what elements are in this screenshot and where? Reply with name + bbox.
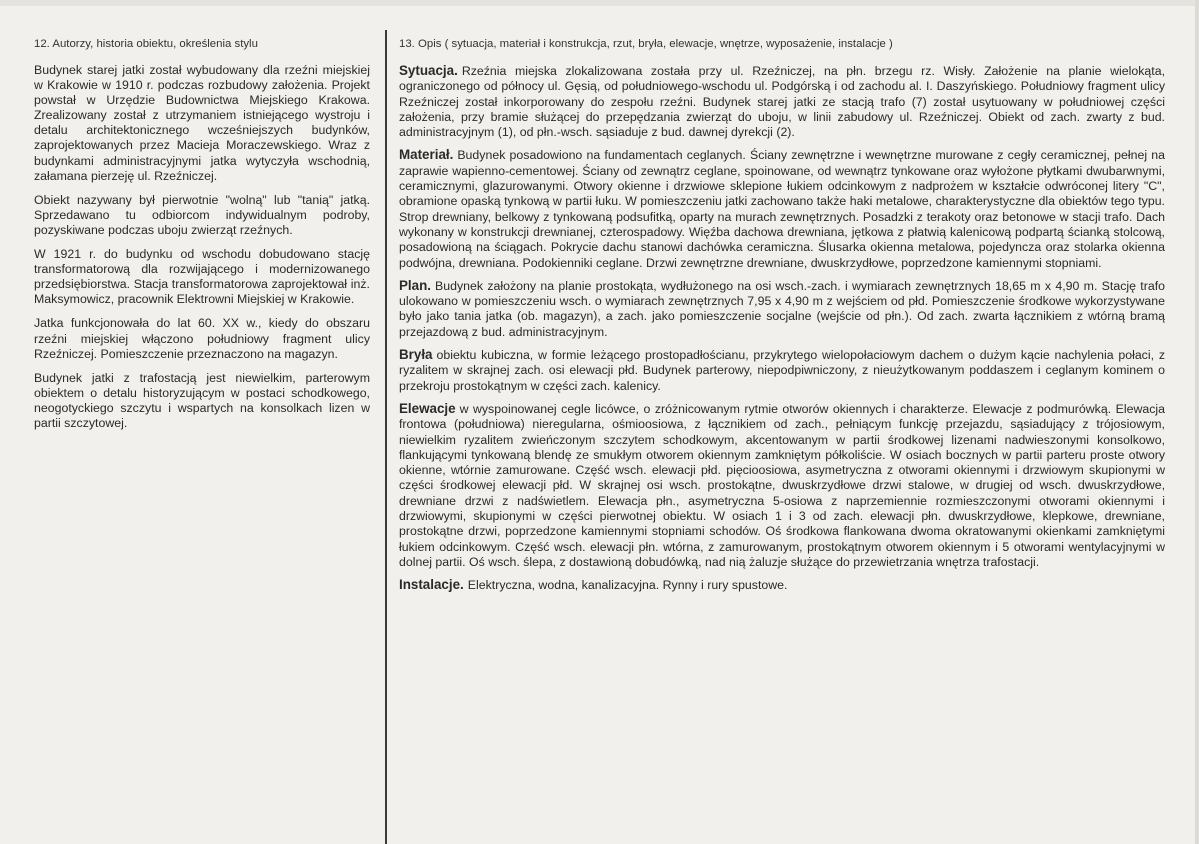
situation-text: Rzeźnia miejska zlokalizowana została przy ul. Rzeźniczej, na płn. brzegu rz. Wisły. Założenie na planie wielokąta, ograniczonego od północy ul. Gęsią, od południowego-wschodu ul. Podgórską i od zachodu al. I. Daszyńskiego. Południowy fragment ulicy Rzeźniczej został inkorporowany do zespołu rzeźni. Budynek starej jatki ze stacją trafo (7) został usytuowany w południowej części założenia, przy bramie służącej do przepędzania zwierząt do uboju, w linii zabudowy ul. Rzeźniczej. Obiekt od zach. zwarty z bud. administracyjnym (1), od płn.-wsch. sąsiaduje z bud. dawnej dyrekcji (2). [399,64,1165,140]
plan-paragraph [399,278,1165,340]
situation-title: Sytuacja. [399,63,458,78]
plan-title: Plan. [399,277,431,293]
page-right-edge [1195,0,1199,844]
situation-paragraph [399,63,1165,140]
installations-title: Instalacje. [399,577,464,593]
plan-text: Budynek założony na planie prostokąta, wydłużonego na osi wsch.-zach. i wymiarach zewnętrznych 18,65 m x 4,90 m. Stację trafo ulokowano w pomieszczeniu wsch. o wymiarach zewnętrznych 7,95 x 4,90 m z wejściem od płd. Pomieszczenie środkowe wykorzystywane było jako tania jatka (ob. magazyn), a zach. jako pomieszczenie socjalne (wejście od płn.). Od zach. zwarta łącznikiem z wtórną bramą przejazdową z bud. administracyjnym. [399,278,1165,339]
installations-paragraph [399,577,1165,593]
history-paragraph: W 1921 r. do budynku od wschodu dobudowano stację transformatorową dla rozwijającego i modernizowanego przedsiębiorstwa. Stacja transformatorowa zaprojektował inż. Maksymowicz, pracownik Elektrowni Miejskiej w Krakowie. [34,247,370,307]
massing-title: Bryła [399,347,433,363]
history-paragraph: Jatka funkcjonowała do lat 60. XX w., kiedy do obszaru rzeźni miejskiej włączono południowy fragment ulicy Rzeźniczej. Pomieszczenie przeznaczono na magazyn. [34,316,370,361]
history-paragraph: Budynek starej jatki został wybudowany dla rzeźni miejskiej w Krakowie w 1910 r. podczas rozbudowy założenia. Projekt powstał w Urzędzie Budownictwa Miejskiego Krakowa. Zrealizowany został z utrzymaniem istniejącego wystroju i detalu architektonicznego wcześniejszych budynków, zaprojektowanych przez Macieja Moraczewskiego. Wraz z budynkami administracyjnymi jatka wytyczyła wschodnią, załamana pierzeję ul. Rzeźniczej. [34,63,370,183]
column-divider [385,30,387,844]
history-section-header: 12. Autorzy, historia obiektu, określenia stylu [34,38,258,50]
history-column [34,36,370,440]
history-paragraph: Obiekt nazywany był pierwotnie "wolną" lub "tanią" jatką. Sprzedawano tu odbiorcom indywidualnym podroby, pozyskiwane podczas uboju zwierząt rzeźnych. [34,192,370,237]
description-section-header: 13. Opis ( sytuacja, materiał i konstrukcja, rzut, bryła, elewacje, wnętrze, wyposażenie, instalacje ) [399,38,893,50]
material-paragraph [399,147,1165,270]
elevations-text: w wyspoinowanej cegle licówce, o zróżnicowanym rytmie otworów okiennych i charakterze. Elewacje z podmurówką. Elewacja frontowa (południowa) nieregularna, ośmioosiowa, z łącznikiem od zach., pełniącym funkcję przejazdu, sąsiadujący z trójosiowym, niewielkim ryzalitem zwieńczonym szczytem schodkowym, akcentowanym w partii środkowej lizenami nadwieszonymi konsolkowo, flankującymi tynkowaną blendę ze smukłym otworem okiennym zamkniętym półkoliście. W osiach bocznych w partii parteru proste otwory okienne, wtórnie zamurowane. Część wsch. elewacji płd. pięcioosiowa, asymetryczna z otworami okiennymi i drzwiowym skupionymi w części środkowej elewacji płd. W skrajnej osi wsch. prostokątne, dwuskrzydłowe drzwi stalowe, w drugiej od wsch. dwuskrzydłowe, drewniane drzwi z nadświetlem. Elewacja płn., asymetryczna 5-osiowa z naprzemiennie rozmieszczonymi otworami okiennymi i drzwiowymi, skupionymi w części pierwotnej obiektu. W osiach 1 i 3 od zach. elewacji płn. dwuskrzydłowe, klepkowe, drewniane, prostokątne drzwi, poprzedzone kamiennymi stopniami schodów. Oś środkowa flankowana dwoma okratowanymi okienkami zamkniętymi łukiem odcinkowym. Część wsch. elewacji płn. wtórna, z zamurowanym, prostokątnym otworem okiennym i 5 otworami wentylacyjnymi w dolnej partii. Oś wsch. ślepa, z dostawioną dobudówką, nad nią żaluzje służące do przewietrzania wnętrza trafostacji. [399,401,1165,569]
installations-text: Elektryczna, wodna, kanalizacyjna. Rynny i rury spustowe. [467,578,788,593]
elevations-paragraph [399,401,1165,570]
massing-text: obiektu kubiczna, w formie leżącego prostopadłościanu, przykrytego wielopołaciowym dachem o dużym kącie nachylenia połaci, z ryzalitem w skrajnej zach. osi elewacji płd. Budynek parterowy, niepodpiwniczony, z nieużytkowanym poddaszem i ceglanym kominem o przekroju prostokątnym w części zach. kalenicy. [399,348,1165,393]
material-text: Budynek posadowiono na fundamentach ceglanych. Ściany zewnętrzne i wewnętrzne murowane z cegły ceramicznej, pełnej na zaprawie wapienno-cementowej. Ściany od zewnątrz ceglane, spoinowane, od wewnątrz tynkowane oraz wyłożone płytkami dwubarwnymi, ceramicznymi, glazurowanymi. Otwory okienne i drzwiowe sklepione łukiem odcinkowym z nadprożem w kształcie odwróconej litery "C", obramione opaską tynkową w partii łuku. W pomieszczeniu jatki zachowano także haki metalowe, charakterystyczne dla obiektów tego typu. Strop drewniany, belkowy z tynkowaną podsufitką, oparty na murach zewnętrznych. Posadzki z terakoty oraz betonowe w stacji trafo. Dach wykonany w konstrukcji drewnianej, czterospadowy. Więźba dachowa drewniana, jętkowa z płatwią kalenicową podpartą ścianką stolcową, posadowioną na ściągach. Pokrycie dachu stanowi dachówka ceramiczna. Ślusarka okienna metalowa, pojedyncza oraz stolarka okienna podwójna, drewniana. Podokienniki ceglane. Drzwi zewnętrzne drewniane, dwuskrzydłowe, poprzedzone kamiennymi stopniami. [399,148,1165,270]
massing-paragraph [399,347,1165,394]
description-column [399,36,1165,601]
material-title: Materiał. [399,147,454,163]
history-paragraph: Budynek jatki z trafostacją jest niewielkim, parterowym obiektem o detalu historyzującym w postaci schodkowego, neogotyckiego szczytu i wspartych na konsolkach lizen w partii szczytowej. [34,370,370,430]
page-top-edge [0,0,1199,6]
elevations-title: Elewacje [399,400,456,416]
